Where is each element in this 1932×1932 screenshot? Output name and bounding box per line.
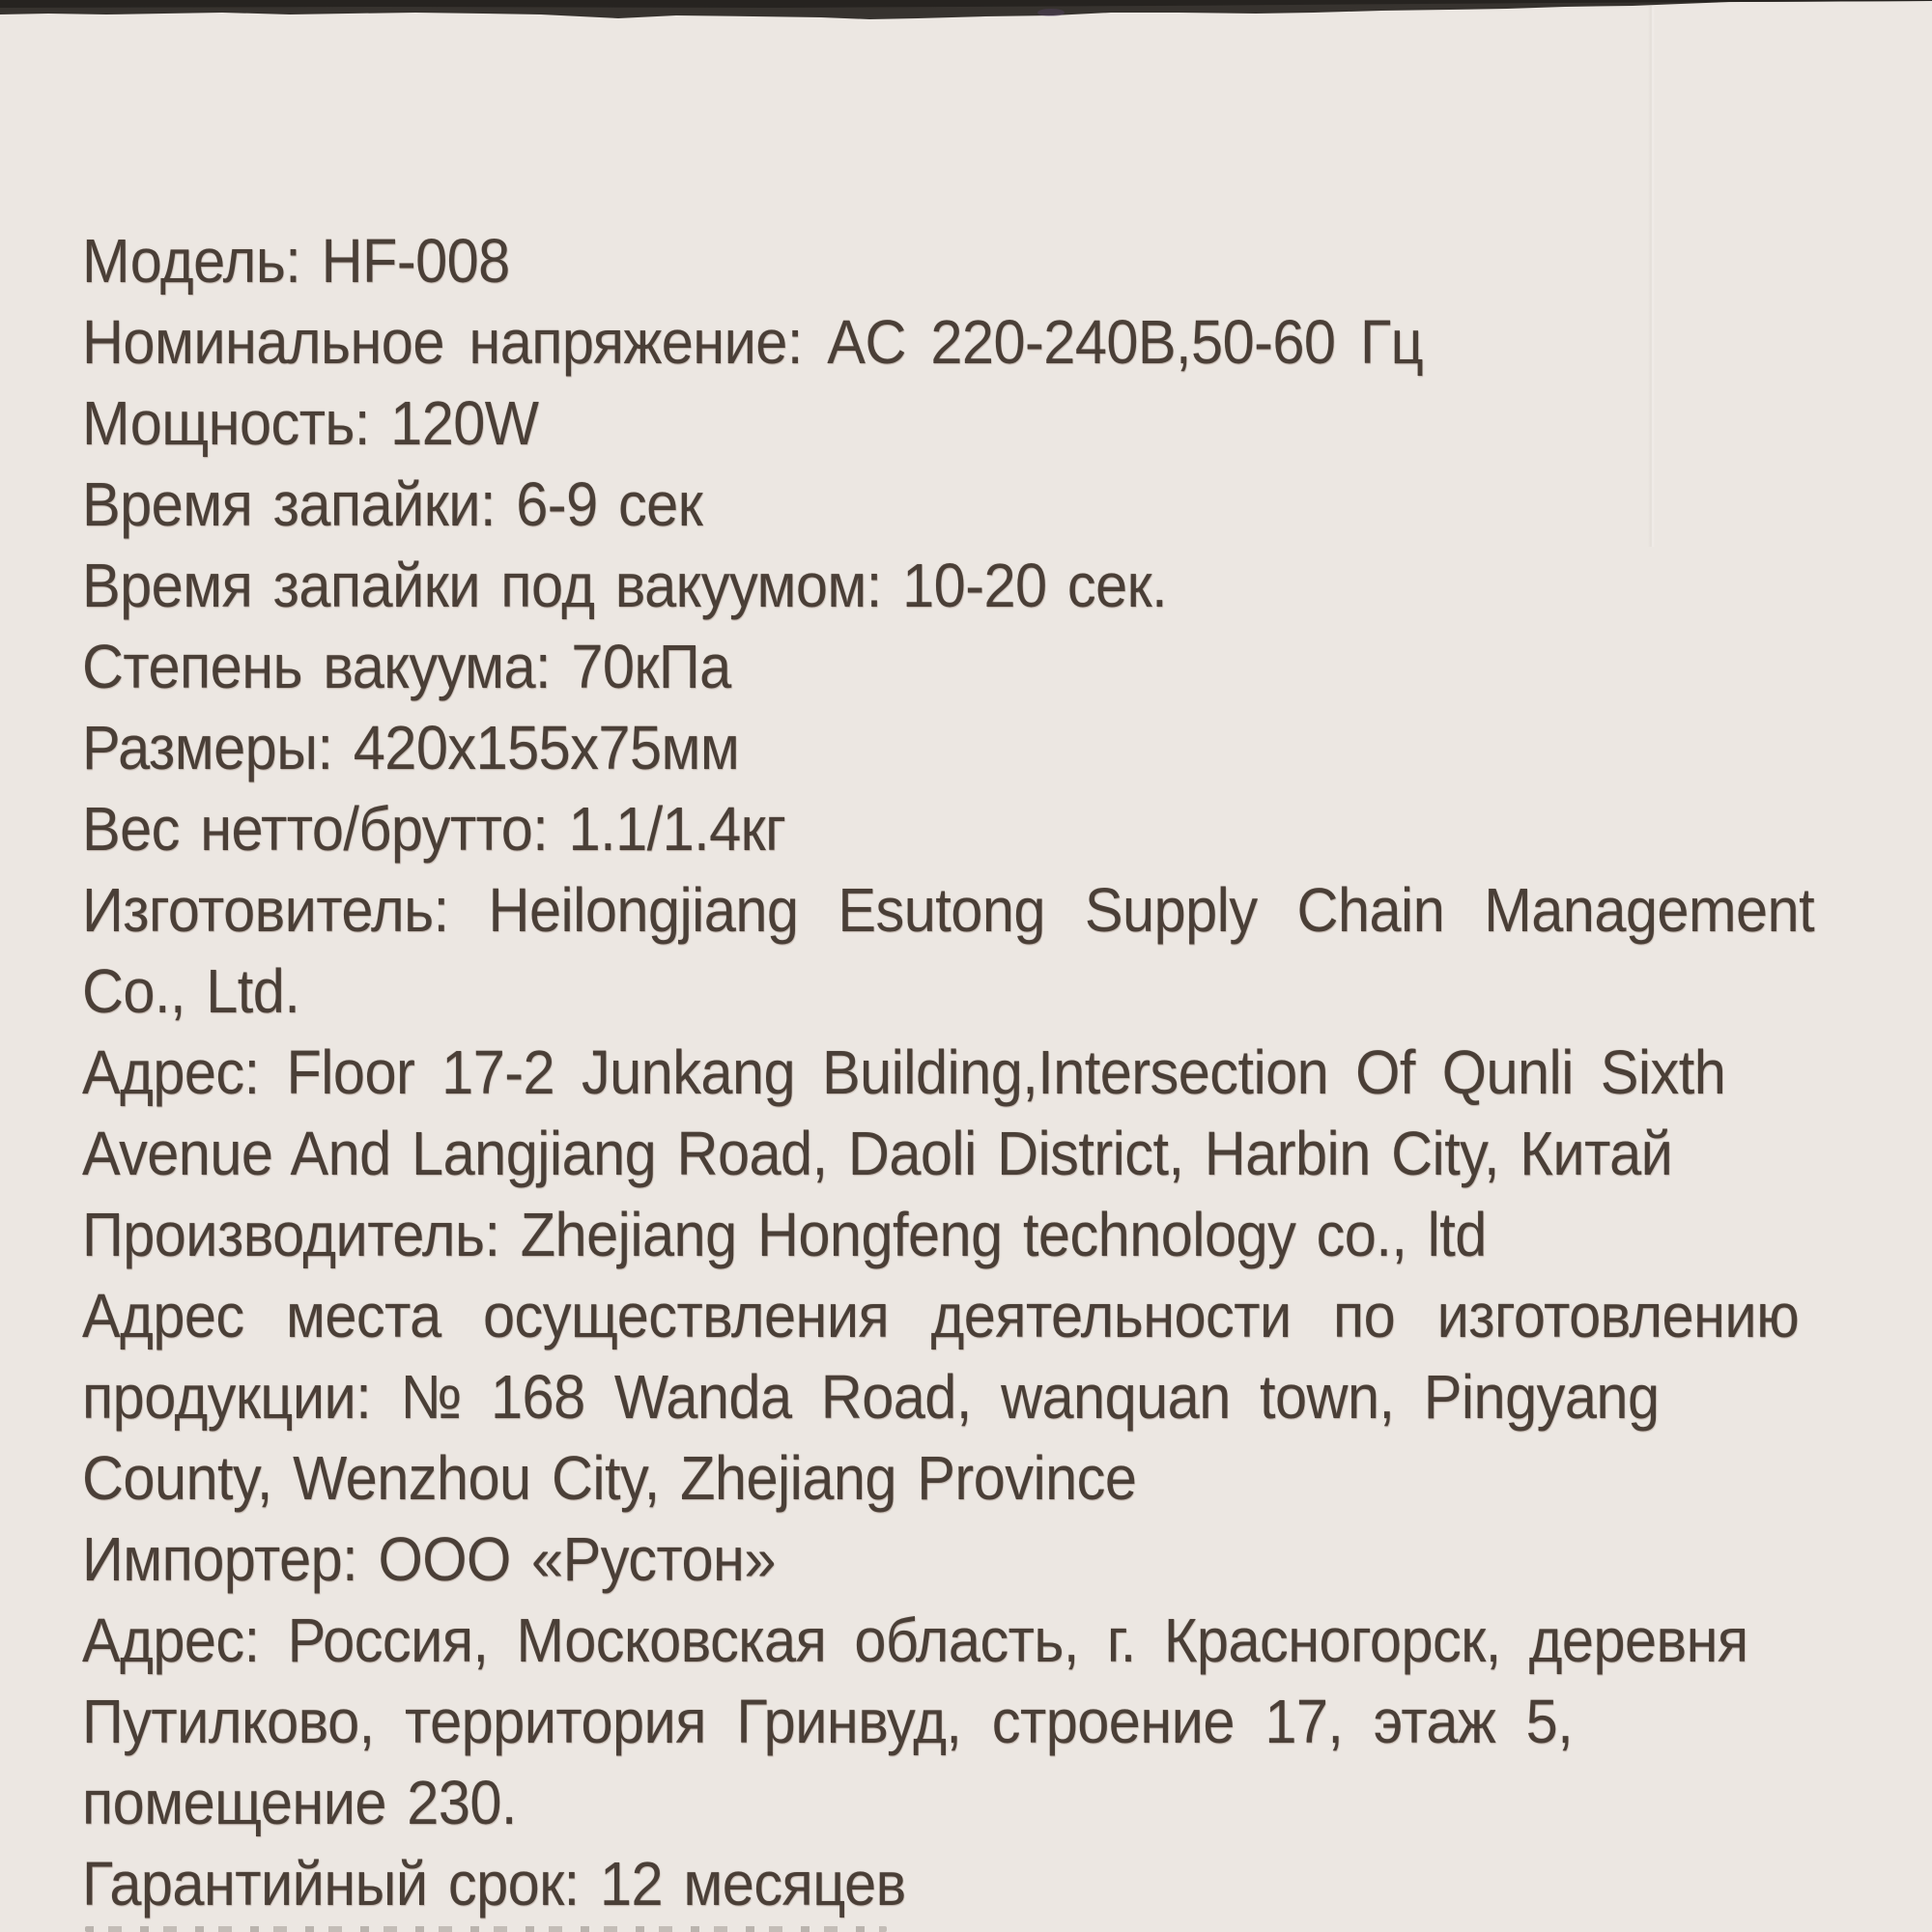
- spec-line: Номинальное напряжение: AC 220-240В,50-60 Гц: [82, 307, 1424, 377]
- spec-line: Гарантийный срок: 12 месяцев: [82, 1849, 906, 1918]
- print-artifact-dot: [1037, 9, 1065, 16]
- spec-line: Степень вакуума: 70кПа: [82, 632, 731, 701]
- product-specifications-text: [82, 220, 1918, 1924]
- spec-line: Мощность: 120W: [82, 388, 539, 458]
- spec-line: Avenue And Langjiang Road, Daoli District, Harbin City, Китай: [82, 1119, 1673, 1188]
- spec-line: Производитель: Zhejiang Hongfeng technology co., ltd: [82, 1200, 1487, 1269]
- spec-line: Co., Ltd.: [82, 956, 300, 1026]
- box-top-edge: [0, 0, 1932, 39]
- spec-line: Путилково, территория Гринвуд, строение 17, этаж 5,: [82, 1687, 1574, 1756]
- next-line-cutoff-fragments: [85, 1926, 887, 1932]
- spec-line: Адрес: Floor 17-2 Junkang Building,Intersection Of Qunli Sixth: [82, 1037, 1726, 1107]
- spec-line: County, Wenzhou City, Zhejiang Province: [82, 1443, 1137, 1513]
- spec-line: Время запайки под вакуумом: 10-20 сек.: [82, 551, 1168, 620]
- spec-line: Импортер: ООО «Рустон»: [82, 1524, 776, 1594]
- spec-line: Адрес: Россия, Московская область, г. Красногорск, деревня: [82, 1605, 1748, 1675]
- spec-line: Время запайки: 6-9 сек: [82, 469, 703, 539]
- spec-line: Адрес места осуществления деятельности по изготовлению: [82, 1281, 1800, 1350]
- spec-line: Размеры: 420x155x75мм: [82, 713, 740, 782]
- spec-line: продукции: № 168 Wanda Road, wanquan town, Pingyang: [82, 1362, 1660, 1432]
- spec-line: помещение 230.: [82, 1768, 517, 1837]
- spec-line: Модель: HF-008: [82, 226, 510, 296]
- spec-line: Вес нетто/брутто: 1.1/1.4кг: [82, 794, 786, 864]
- spec-line: Изготовитель: Heilongjiang Esutong Supply Chain Management: [82, 875, 1815, 945]
